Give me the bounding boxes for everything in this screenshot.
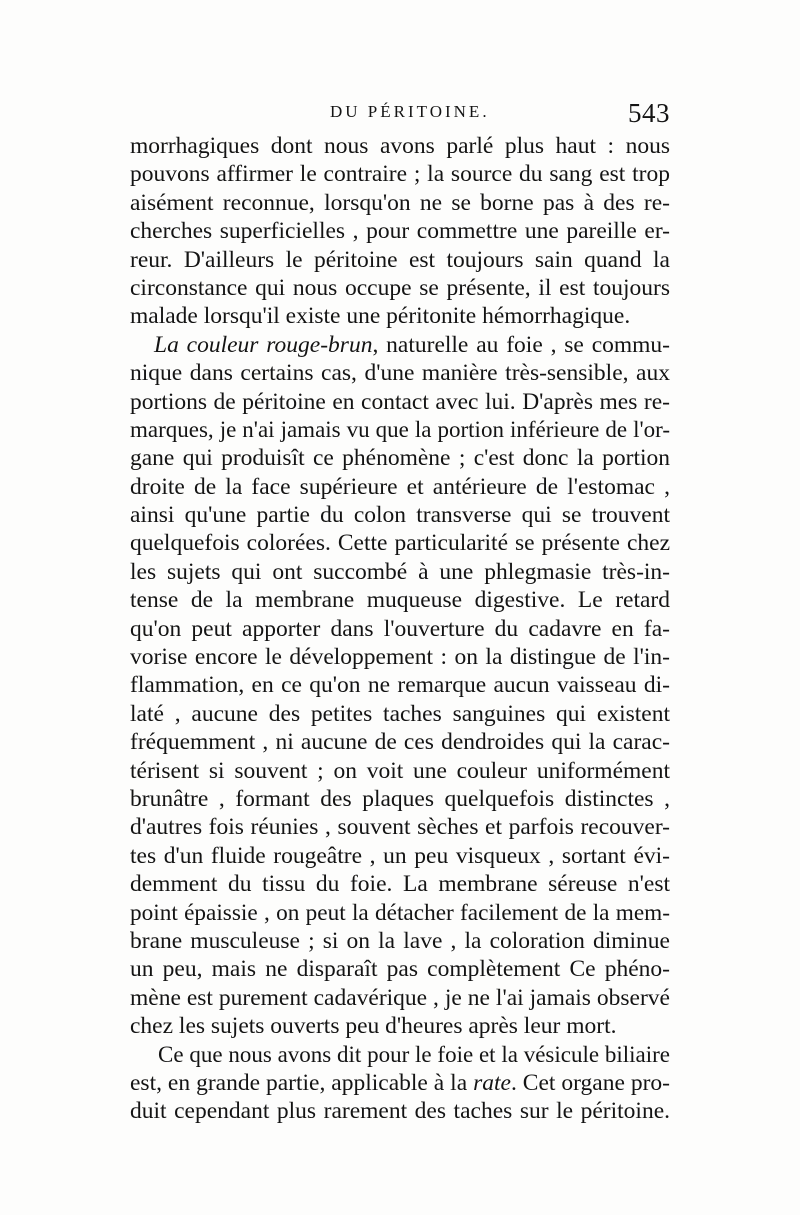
running-header: [130, 98, 670, 134]
body-text: [130, 132, 670, 1126]
text-line: ainsi qu'une partie du colon transverse qui se trouvent: [130, 502, 670, 529]
text-line: [130, 1069, 670, 1097]
text-line: malade lorsqu'il existe une péritonite hémorrhagique.: [130, 303, 631, 330]
italic-phrase: La couleur rouge-brun: [154, 331, 373, 358]
text-line: marques, je n'ai jamais vu que la portion inférieure de l'or-: [130, 416, 670, 442]
italic-word: rate: [473, 1069, 511, 1096]
text-segment: . Cet organe pro-: [510, 1069, 670, 1096]
text-line: nique dans certains cas, d'une manière très-sensible, aux: [130, 360, 670, 387]
text-line: droite de la face supérieure et antérieure de l'estomac ,: [130, 473, 670, 500]
text-segment: , naturelle au foie , se commu-: [372, 331, 671, 358]
text-line: quelquefois colorées. Cette particularité se présente chez: [130, 530, 670, 557]
text-line: portions de péritoine en contact avec lui. D'après mes re-: [130, 388, 670, 415]
text-line: un peu, mais ne disparaît pas complètement Ce phéno-: [130, 956, 670, 983]
text-line: pouvons affirmer le contraire ; la source du sang est trop: [130, 161, 670, 188]
text-line: duit cependant plus rarement des taches sur le péritoine.: [130, 1098, 670, 1125]
text-line: circonstance qui nous occupe se présente, il est toujours: [130, 274, 670, 301]
text-line: vorise encore le développement : on la distingue de l'in-: [130, 644, 670, 671]
paragraph-start-line: [130, 331, 670, 359]
text-segment: est, en grande partie, applicable à la: [130, 1069, 468, 1096]
text-line: brunâtre , formant des plaques quelquefois distinctes ,: [130, 785, 670, 812]
paragraph-start-line: Ce que nous avons dit pour le foie et la vésicule biliaire: [158, 1041, 670, 1067]
text-line: point épaissie , on peut la détacher facilement de la mem-: [130, 899, 670, 926]
text-line: morrhagiques dont nous avons parlé plus haut : nous: [130, 133, 670, 159]
text-line: fréquemment , ni aucune de ces dendroides qui la carac-: [130, 729, 670, 756]
text-line: reur. D'ailleurs le péritoine est toujours sain quand la: [130, 246, 670, 273]
text-line: flammation, en ce qu'on ne remarque aucun vaisseau di-: [130, 672, 670, 699]
text-line: les sujets qui ont succombé à une phlegmasie très-in-: [130, 558, 670, 585]
page-number: 543: [628, 98, 670, 128]
text-line: mène est purement cadavérique , je ne l'ai jamais observé: [130, 984, 670, 1011]
text-line: qu'on peut apporter dans l'ouverture du cadavre en fa-: [130, 615, 670, 642]
text-line: d'autres fois réunies , souvent sèches et parfois recouver-: [130, 814, 670, 841]
text-line: demment du tissu du foie. La membrane séreuse n'est: [130, 871, 670, 898]
text-line: brane musculeuse ; si on la lave , la coloration diminue: [130, 927, 670, 954]
text-line: tense de la membrane muqueuse digestive. Le retard: [130, 587, 670, 614]
text-line: chez les sujets ouverts peu d'heures après leur mort.: [130, 1013, 617, 1040]
text-line: laté , aucune des petites taches sanguines qui existent: [130, 700, 670, 727]
text-line: gane qui produisît ce phénomène ; c'est donc la portion: [130, 445, 670, 472]
text-line: tes d'un fluide rougeâtre , un peu visqueux , sortant évi-: [130, 842, 670, 869]
text-line: térisent si souvent ; on voit une couleur uniformément: [130, 757, 670, 784]
running-title: DU PÉRITOINE.: [330, 102, 490, 121]
text-line: cherches superficielles , pour commettre une pareille er-: [130, 218, 670, 245]
text-line: aisément reconnue, lorsqu'on ne se borne pas à des re-: [130, 189, 670, 216]
